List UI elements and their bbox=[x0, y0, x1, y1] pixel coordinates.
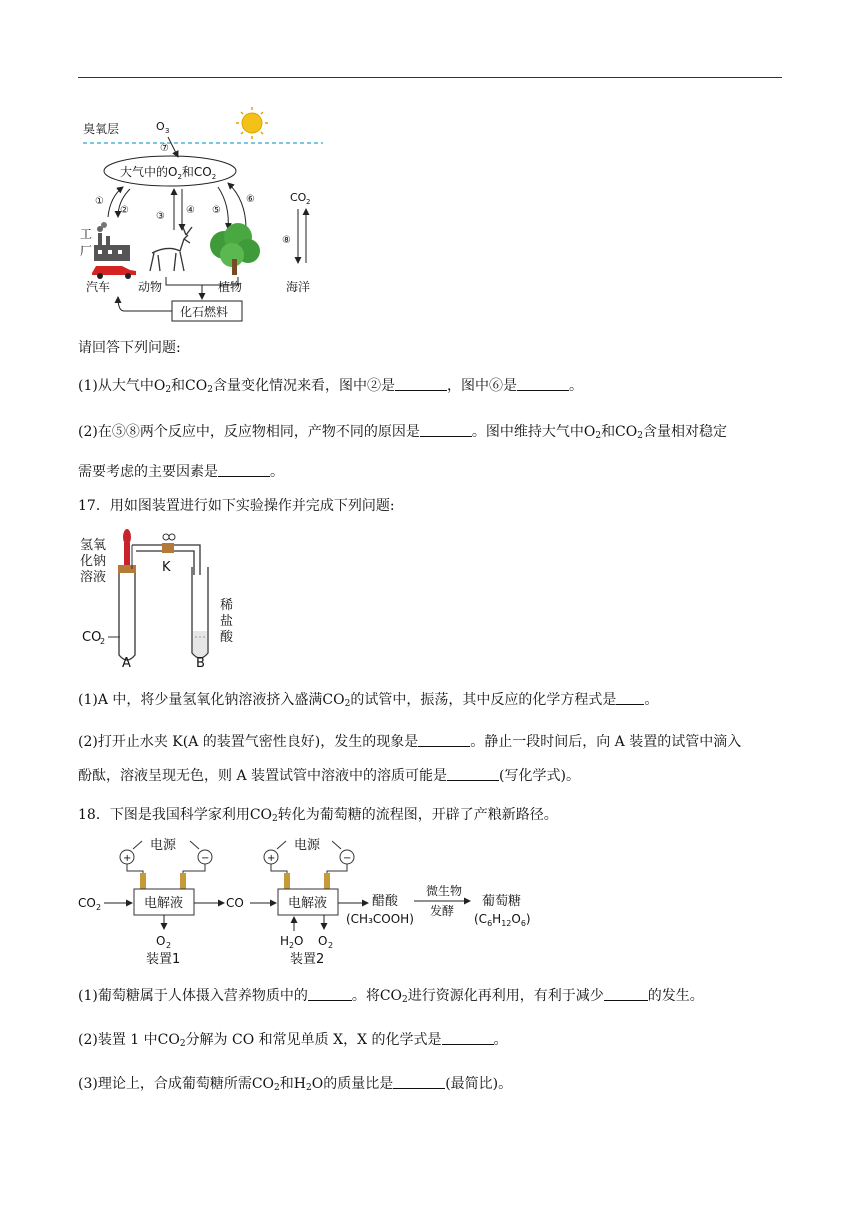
tree-icon bbox=[210, 223, 260, 275]
apparatus-figure bbox=[78, 527, 248, 672]
q16-part2-cont: 需要考虑的主要因素是 。 bbox=[78, 464, 284, 480]
svg-text:2: 2 bbox=[306, 198, 311, 206]
q18-title: 18．下图是我国科学家利用$CO_2$转化为葡萄糖的流程图，开辟了产粮新路径。 bbox=[78, 807, 558, 824]
svg-text:③: ③ bbox=[156, 211, 165, 222]
svg-text:B: B bbox=[196, 656, 205, 671]
carbon-cycle-figure bbox=[78, 105, 338, 330]
svg-text:2: 2 bbox=[96, 903, 102, 912]
svg-text:⑦: ⑦ bbox=[160, 143, 169, 154]
q17-title: 17．用如图装置进行如下实验操作并完成下列问题: bbox=[78, 498, 395, 514]
svg-text:H: H bbox=[280, 934, 290, 948]
sun-icon bbox=[236, 107, 268, 139]
svg-text:−: − bbox=[343, 853, 352, 864]
svg-text:2: 2 bbox=[100, 637, 106, 646]
svg-text:2: 2 bbox=[166, 941, 172, 950]
svg-text:O: O bbox=[318, 934, 328, 948]
svg-text:盐: 盐 bbox=[220, 614, 234, 629]
svg-text:K: K bbox=[162, 560, 171, 575]
svg-text:CO: CO bbox=[78, 896, 96, 910]
svg-text:化石燃料: 化石燃料 bbox=[180, 305, 229, 319]
svg-text:化钠: 化钠 bbox=[80, 554, 107, 569]
svg-text:+: + bbox=[267, 853, 276, 864]
svg-text:氢氧: 氢氧 bbox=[80, 538, 107, 553]
svg-text:CO: CO bbox=[226, 896, 244, 910]
svg-text:⑥: ⑥ bbox=[246, 194, 255, 205]
svg-text:溶液: 溶液 bbox=[80, 570, 107, 585]
svg-text:厂: 厂 bbox=[80, 244, 93, 258]
svg-text:动物: 动物 bbox=[138, 280, 163, 294]
q16-part2: (2)在⑤⑧两个反应中，反应物相同，产物不同的原因是 。图中维持大气中$O_2$和$CO_2$含量相对稳定 bbox=[78, 424, 727, 441]
factory-icon bbox=[94, 222, 130, 261]
deer-icon bbox=[150, 225, 192, 271]
svg-text:醋酸: 醋酸 bbox=[372, 894, 399, 909]
svg-text:2: 2 bbox=[289, 941, 295, 950]
q17-part2: (2)打开止水夹 K(A 的装置气密性良好)，发生的现象是 。静止一段时间后，向 A 装置的试管中滴入 bbox=[78, 734, 742, 750]
svg-text:电解液: 电解液 bbox=[288, 896, 328, 911]
svg-text:稀: 稀 bbox=[220, 598, 234, 613]
q18-part2: (2)装置 1 中$CO_2$分解为 CO 和常见单质 X，X 的化学式是 。 bbox=[78, 1032, 508, 1049]
q16-intro: 请回答下列问题: bbox=[78, 340, 181, 356]
svg-text:2: 2 bbox=[328, 941, 334, 950]
ozone-label: 臭氧层 bbox=[83, 122, 120, 136]
svg-text:A: A bbox=[122, 656, 131, 671]
svg-text:电源: 电源 bbox=[150, 838, 177, 853]
q18-part3: (3)理论上，合成葡萄糖所需$CO_2$和$H_2O$的质量比是 (最简比)。 bbox=[78, 1076, 513, 1093]
svg-text:−: − bbox=[201, 853, 210, 864]
svg-text:①: ① bbox=[95, 196, 104, 207]
svg-text:O: O bbox=[156, 934, 166, 948]
q17-part1: (1)A 中，将少量氢氧化钠溶液挤入盛满$CO_2$的试管中，振荡，其中反应的化学方程式是 。 bbox=[78, 692, 659, 709]
svg-text:(C6H12O6): $(C_6H_{12}O_6)$ bbox=[474, 912, 531, 928]
svg-text:植物: 植物 bbox=[218, 280, 243, 294]
svg-text:CO: CO bbox=[82, 630, 102, 645]
q17-part2-cont: 酚酞，溶液呈现无色，则 A 装置试管中溶液中的溶质可能是 (写化学式)。 bbox=[78, 768, 580, 784]
svg-text:发酵: 发酵 bbox=[430, 904, 455, 918]
svg-text:海洋: 海洋 bbox=[286, 280, 311, 294]
svg-text:微生物: 微生物 bbox=[426, 884, 463, 898]
svg-text:④: ④ bbox=[186, 205, 195, 216]
q18-part1: (1)葡萄糖属于人体摄入营养物质中的 。将$CO_2$进行资源化再利用，有利于减少 的发生。 bbox=[78, 988, 704, 1005]
header-rule bbox=[78, 77, 782, 78]
svg-text:装置2: 装置2 bbox=[290, 952, 325, 967]
svg-text:②: ② bbox=[120, 205, 129, 216]
flowchart-figure bbox=[78, 835, 558, 975]
svg-text:电解液: 电解液 bbox=[144, 896, 184, 911]
svg-text:O: O bbox=[156, 120, 165, 133]
svg-text:酸: 酸 bbox=[220, 630, 234, 645]
svg-text:⑤: ⑤ bbox=[212, 205, 221, 216]
svg-text:CO: CO bbox=[290, 191, 307, 204]
svg-text:+: + bbox=[123, 853, 132, 864]
svg-text:O: O bbox=[294, 934, 304, 948]
svg-text:大气中的O2和CO2: 大气中的$O_2$和$CO_2$ bbox=[120, 165, 217, 181]
car-icon bbox=[92, 266, 136, 279]
svg-text:3: 3 bbox=[165, 127, 170, 135]
svg-text:电源: 电源 bbox=[294, 838, 321, 853]
svg-text:(CH₃COOH): (CH₃COOH) bbox=[346, 912, 414, 926]
svg-text:工: 工 bbox=[80, 227, 93, 241]
q16-part1: (1)从大气中$O_2$和$CO_2$含量变化情况来看，图中②是 ，图中⑥是 。 bbox=[78, 378, 583, 395]
svg-text:装置1: 装置1 bbox=[146, 952, 181, 967]
svg-text:汽车: 汽车 bbox=[86, 280, 111, 294]
svg-text:⑧: ⑧ bbox=[282, 235, 291, 246]
svg-text:葡萄糖: 葡萄糖 bbox=[482, 894, 522, 909]
